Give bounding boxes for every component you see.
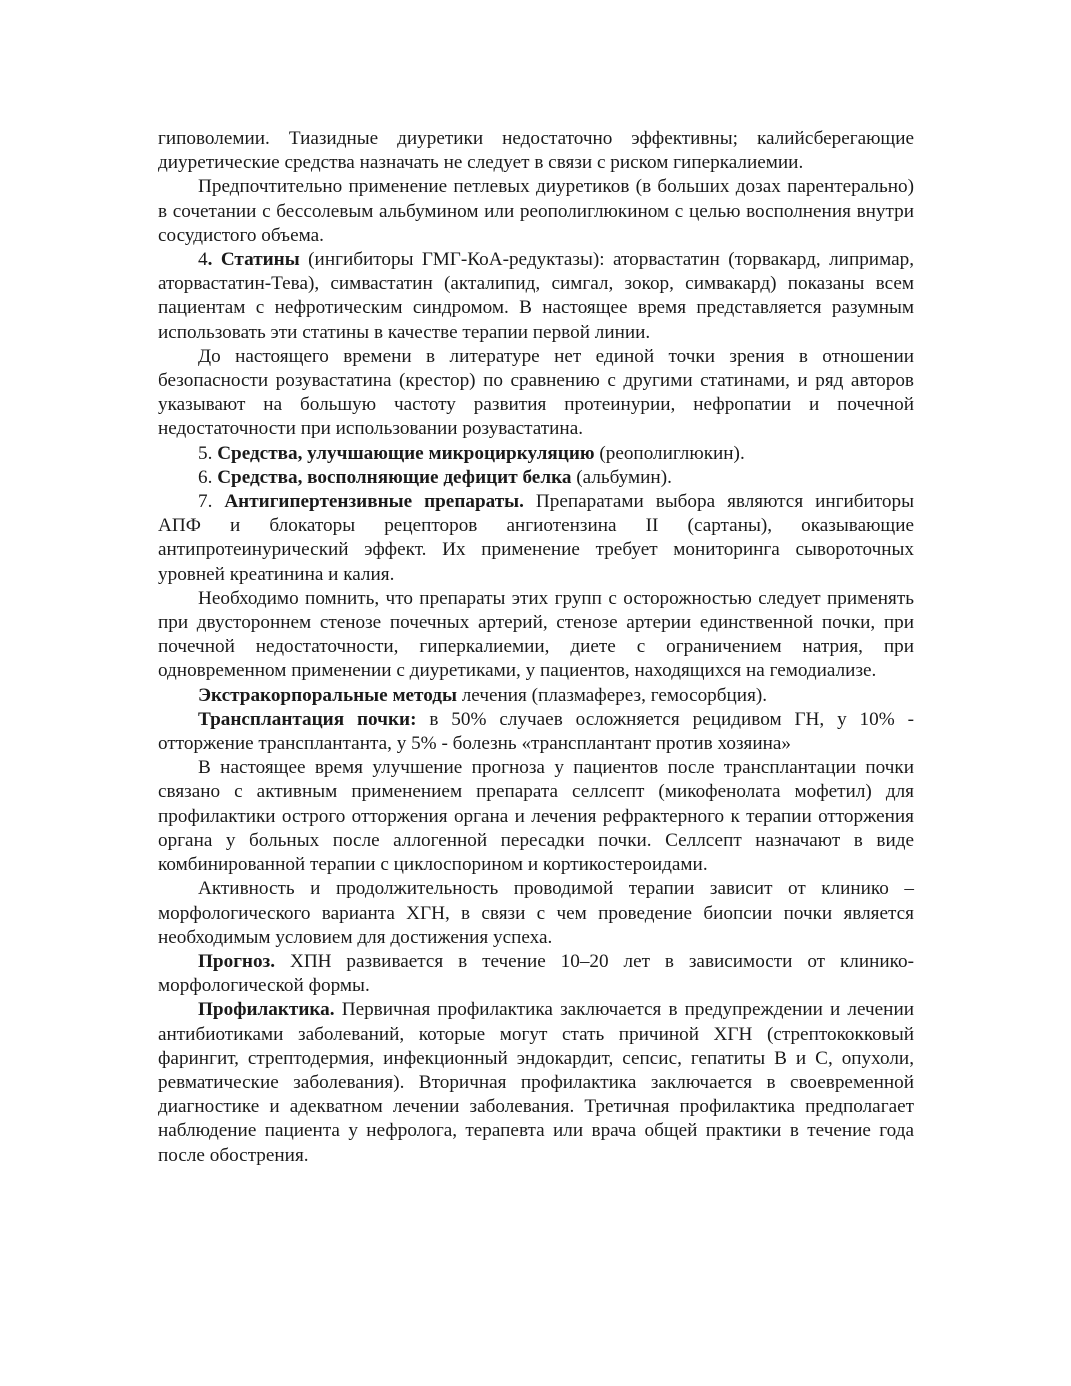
text-span: (ингибиторы ГМГ-КоА-редуктазы): аторвастатин (торвакард, липримар, аторвастатин-Тева), симвастатин (акталипид, симгал, зокор, симвакард) показаны всем пациентам с нефротическим синдромом. В настоящее время представляется разумным использовать эти статины в качестве терапии первой линии. (158, 249, 914, 343)
text-span: 6. (198, 466, 218, 488)
text-span: (альбумин). (571, 466, 672, 488)
text-span: В настоящее время улучшение прогноза у пациентов после трансплантации почки связано с активным применением препарата селлсепт (микофенолата мофетил) для профилактики острого отторжения органа и лечения рефрактерного к терапии отторжения органа у больных после аллогенной пересадки почки. Селлсепт назначают в виде комбинированной терапии с циклоспорином и кортикостероидами. (158, 757, 914, 876)
paragraph-prevention (158, 998, 914, 1167)
paragraph-prognosis (158, 950, 914, 998)
text-span: Предпочтительно применение петлевых диуретиков (в больших дозах парентерально) в сочетании с бессолевым альбумином или реополиглюкином с целью восполнения внутри сосудистого объема. (158, 176, 914, 246)
bold-heading: Антигипертензивные препараты. (224, 491, 524, 513)
text-span: ХПН развивается в течение 10–20 лет в зависимости от клинико-морфологической формы. (158, 950, 914, 997)
paragraph (158, 587, 914, 684)
text-span: Необходимо помнить, что препараты этих групп с осторожностью следует применять при двустороннем стенозе почечных артерий, стенозе артерии единственной почки, при почечной недостаточности, гиперкалиемии, диете с ограничением натрия, при одновременном применении с диуретиками, у пациентов, находящихся на гемодиализе. (158, 587, 914, 682)
text-span: Активность и продолжительность проводимой терапии зависит от клинико – морфологического варианта ХГН, в связи с чем проведение биопсии почки является необходимым условием для достижения успеха. (158, 878, 914, 948)
bold-heading: Средства, улучшающие микроциркуляцию (217, 442, 595, 464)
text-span: До настоящего времени в литературе нет единой точки зрения в отношении безопасности розувастатина (крестор) по сравнению с другими статинами, и ряд авторов указывают на большую частоту развития протеинурии, нефропатии и почечной недостаточности при использовании розувастатина. (158, 345, 914, 440)
bold-heading: Трансплантация почки: (198, 708, 417, 730)
bold-heading: Профилактика. (198, 999, 335, 1021)
paragraph-microcirculation (158, 442, 914, 466)
text-span: гиповолемии. Тиазидные диуретики недостаточно эффективны; калийсберегающие диуретические средства назначать не следует в связи с риском гиперкалиемии. (158, 128, 914, 174)
bold-heading: Экстракорпоральные методы (198, 684, 457, 706)
text-span: 7. (198, 491, 225, 513)
bold-heading: Прогноз. (198, 950, 276, 972)
paragraph-extracorporeal (158, 684, 914, 708)
text-span: в 50% случаев осложняется рецидивом ГН, у 10% - отторжение трансплантанта, у 5% - болезнь «трансплантант против хозяина» (158, 708, 914, 755)
bold-heading: . Статины (207, 249, 300, 271)
bold-heading: Средства, восполняющие дефицит белка (217, 466, 572, 488)
text-span: Первичная профилактика заключается в предупреждении и лечении антибиотиками заболеваний, которые могут стать причиной ХГН (стрептококковый фарингит, стрептодермия, инфекционный эндокардит, сепсис, гепатиты В и С, опухоли, ревматические заболевания). Вторичная профилактика заключается в своевременной диагностике и адекватном лечении заболевания. Третичная профилактика предполагает наблюдение пациента у нефролога, терапевта или врача общей практики в течение года после обострения. (158, 999, 914, 1166)
paragraph (158, 756, 914, 877)
document-page (158, 127, 914, 1168)
text-span: 4 (198, 249, 208, 271)
paragraph-statins (158, 248, 914, 345)
paragraph-antihypertensive (158, 490, 914, 587)
text-span: лечения (плазмаферез, гемосорбция). (456, 684, 768, 706)
text-span: Препаратами выбора являются ингибиторы АПФ и блокаторы рецепторов ангиотензина II (сартаны), оказывающие антипротеинурический эффект. Их применение требует мониторинга сывороточных уровней креатинина и калия. (158, 491, 914, 585)
paragraph (158, 877, 914, 950)
text-span: (реополиглюкин). (594, 442, 745, 464)
paragraph-protein (158, 466, 914, 490)
paragraph (158, 127, 914, 175)
paragraph-transplantation (158, 708, 914, 756)
paragraph (158, 175, 914, 248)
text-span: 5. (198, 442, 218, 464)
paragraph (158, 345, 914, 442)
